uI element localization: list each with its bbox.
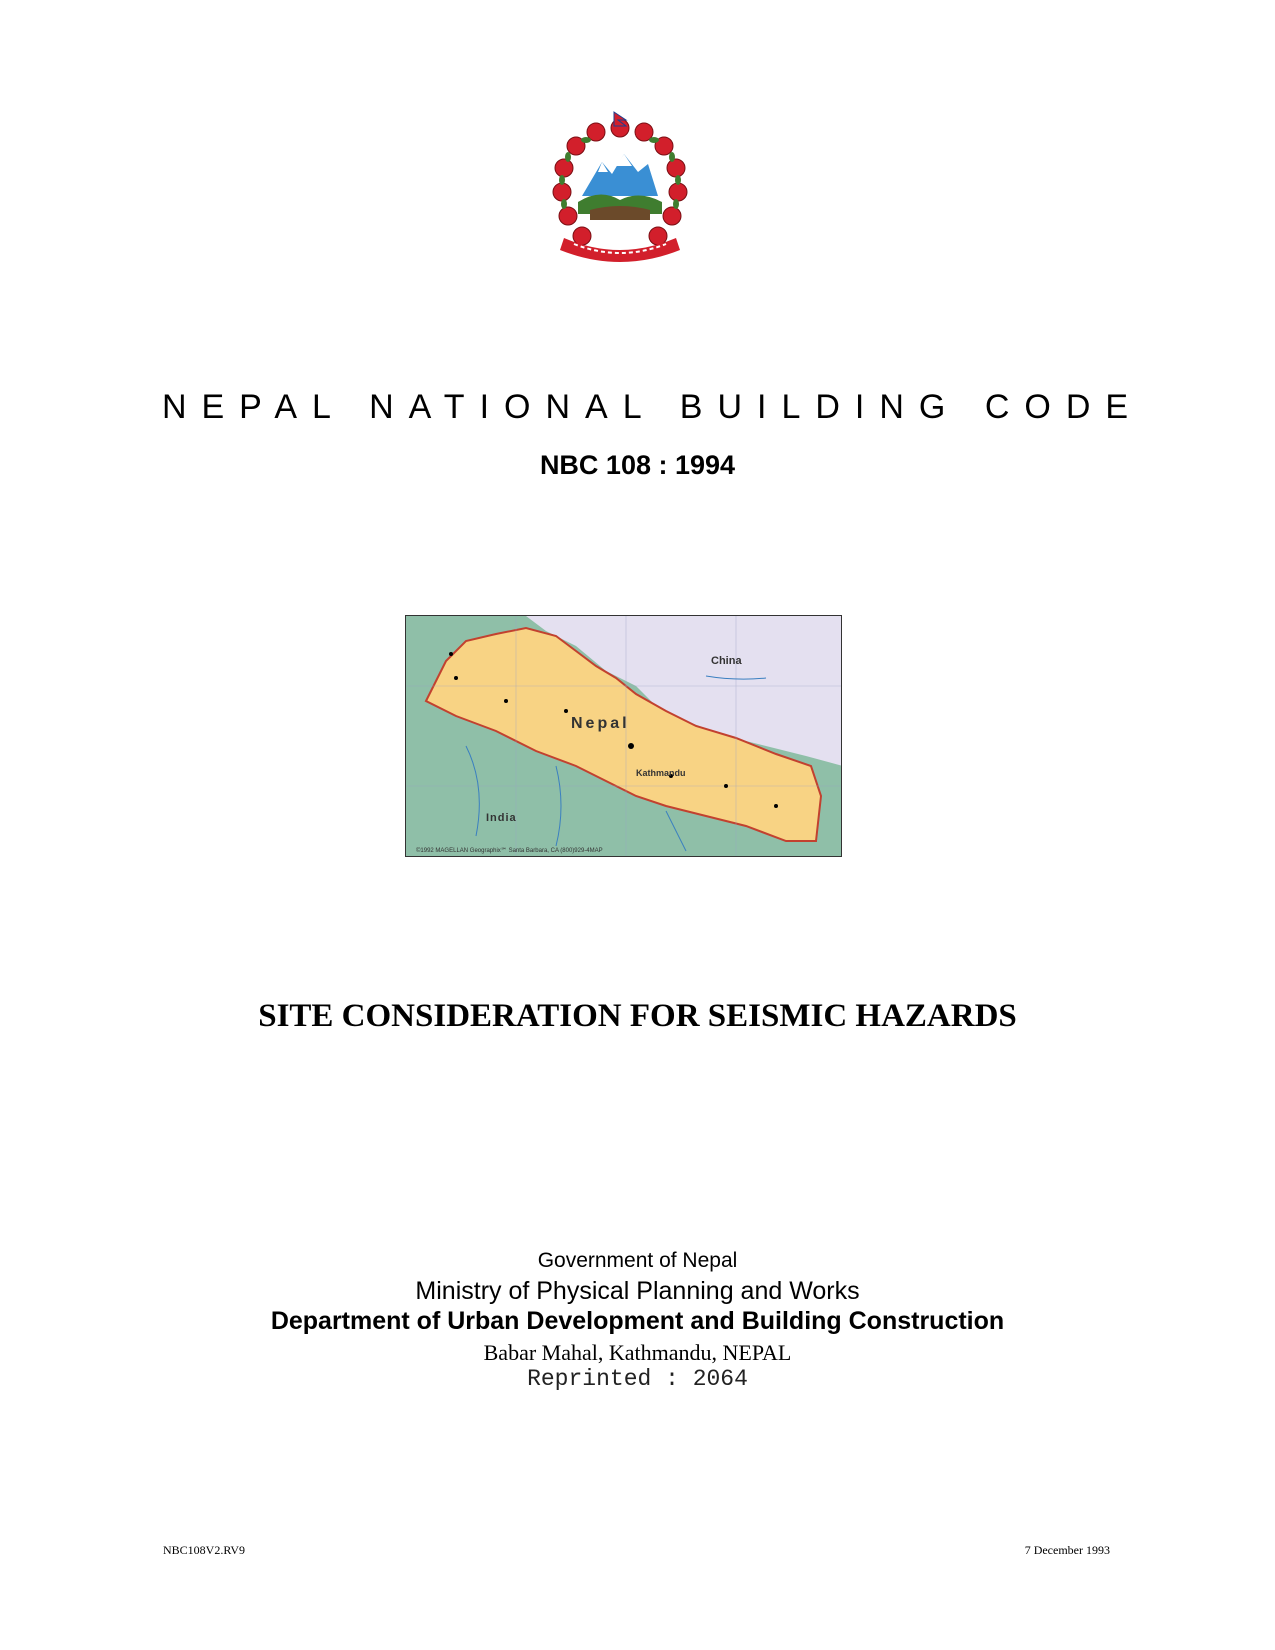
footer-date: 7 December 1993 bbox=[1024, 1543, 1110, 1557]
code-title: NEPAL NATIONAL BUILDING CODE bbox=[161, 388, 1144, 426]
footer-document-id: NBC108V2.RV9 bbox=[163, 1543, 246, 1557]
government-name: Government of Nepal bbox=[537, 1249, 738, 1272]
map-label-nepal: Nepal bbox=[571, 715, 630, 732]
nepal-coat-of-arms-icon bbox=[540, 110, 700, 270]
map-label-china: China bbox=[711, 655, 742, 667]
document-title: SITE CONSIDERATION FOR SEISMIC HAZARDS bbox=[258, 998, 1017, 1034]
code-number: NBC 108 : 1994 bbox=[539, 450, 736, 480]
map-label-kathmandu: Kathmandu bbox=[636, 768, 686, 778]
department-name: Department of Urban Development and Building Construction bbox=[270, 1307, 1005, 1335]
nepal-map-icon bbox=[405, 615, 842, 857]
map-label-india: India bbox=[486, 812, 517, 824]
reprint-note: Reprinted : 2064 bbox=[527, 1366, 748, 1392]
publisher-address: Babar Mahal, Kathmandu, NEPAL bbox=[483, 1340, 792, 1365]
ministry-name: Ministry of Physical Planning and Works bbox=[415, 1277, 860, 1305]
map-credit: ©1992 MAGELLAN Geographix℠ Santa Barbara, CA (800)929-4MAP bbox=[416, 848, 603, 854]
